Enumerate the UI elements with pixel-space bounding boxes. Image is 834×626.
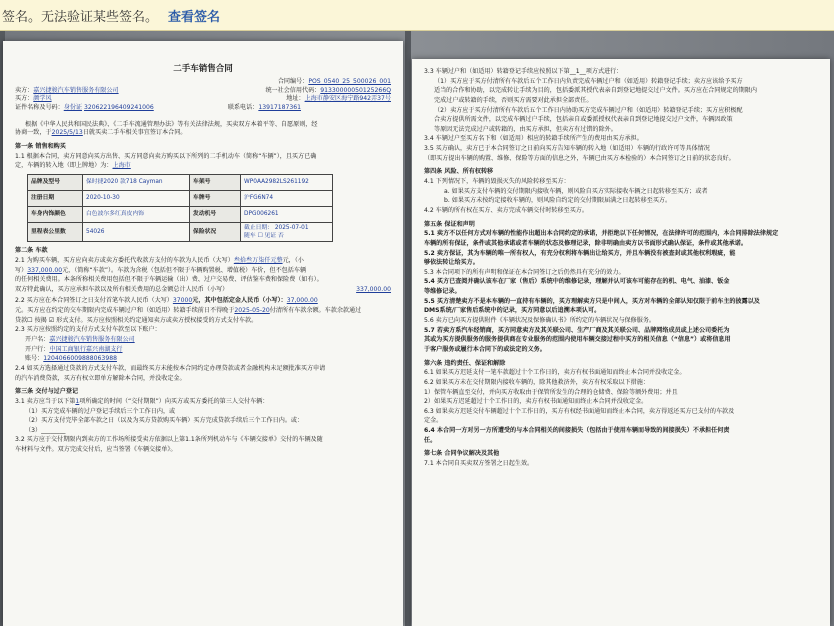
section-3-title: 第三条 交付与过户登记	[15, 388, 79, 396]
odometer-km: 54026	[83, 222, 190, 241]
contract-page-2: 3.3 车辆过户和（如适用）转籍登记手续应按照以下第__1__项方式进行： （1）买方应于买方付清所有车款后五个工作日内负责完成车辆过户和（如适用）转籍登记手续；卖方应该给予买方 适当的合作和协助，以完成转让手续为目的，包括委派其授代表亲自到登记地提交过户文件。买方应在合同规定的期限内 完成过户或转籍的手续，否则买方需要对此承担全部责任。 （2）卖方应于买方付清所有车款后五个工作日内协助买方完成车辆过户和（如适用）转籍登记手续；买方应积极配 合卖方提供所需文件，以完成车辆过户手续，包括亲自或委派授权代表亲自到登记地提交过户文件，车辆因政策 等原因无法完成过户或转籍的，由买方承担，但卖方有过错的除外。 3.4 车辆过户至买方名下和（如适用）相应的转籍手续所产生的费用由买方承担。 3.5 买方确认，卖方已于本合同签订之日前向买方告知车辆的转入地（如适用）车辆的行政许可等具体情况 （即买方提出车辆的购置、维修、保险等方面的信息之外，车辆已由买方本检验的）本合同签订之日前的状态良好。 第四条 风险、所有权转移 4.1 下列情况下，车辆的毁损灭失的风险转移至买方： a. 如果买方支付车辆的交付期限内接收车辆，则风险自买方实际接收车辆之日起转移至买方；或者 b. 如果买方未按约定接收车辆的，则风险自约定的交付期限届满之日起转移至买方。 4.2 车辆的所有权在买方、卖方完成车辆交付时转移至买方。 第五条 保证和声明 5.1 卖方不以任何方式对车辆的性能作出超出本合同约定的承诺，并拒绝以下任何情况，在法律许可的范围内，本合同排除法律规定 车辆的所有保证，条件或其他承诺或者车辆的状态及修理记录，除非明确由卖方以书面形式确认保证，条件或其他承诺。 5.2 卖方保证，其为车辆的唯一所有权人，有充分权利将车辆出让给买方，并且车辆没有被查封或其他权利瑕疵，能 够依法转让给买方。 5.3 本合同项下的所有声明和保证在本合同签订之后仍然具有充分的效力。 5.4 买方已查阅并确认该车在厂家（售后）系统中的维修记录，理解并认可该车可能存在的机、电气、油漆、钣金 等维修记录。 5.5 买方清楚卖方不是本车辆的一直持有车辆的，买方理解卖方只是中间人，买方对车辆的全部认知仅限于前车主的披露以及 DMS系统/厂家售后系统中的记录，买方同意以后追溯本项认可。 5.6 卖方已向买方提供附件《车辆状况及保修确认书》所约定的车辆状况与保修服务。 5.7 若卖方系汽车经销商，买方同意卖方及其关联公司、生产厂商及其关联公司、品牌网络成员或上述公司委托为 其或为买方提供服务的服务提供商在专业服务的范围内使用车辆交接过程中买方的相关信息（“信息”）或将信息用 于客户服务或履行本合同下的或法定的义务。 第六条 违约责任、保证和解除 6.1 如果买方迟延支付一笔车款超过十个工作日的，卖方有权书面通知而终止本合同并没收定金。 6.2 如果买方未在交付期限内接收车辆的，除其他救济外，卖方有权采取以下措施： 1）保管车辆直至交付，并向买方收取由于保管所发生的合理的仓储费、保险等额外费用；并且 2）如果买方迟延超过十个工作日的，卖方有权书面通知而终止本合同并没收定金。 6.3 如果卖方迟延交付车辆超过十个工作日的，买方有权经书面通知而终止本合同，卖方得返还买方已支付的车款及 定金。 6.4 本合同一方对另一方所遭受的与本合同相关的间接损失（包括由于使用车辆而导致的间接损失）不承担任何责 任。 第七条 合同争议解决及其他 7.1 本合同自买卖双方签署之日起生效。	[412, 59, 830, 626]
contract-page-1: 二手车销售合同 合同编号： POS_0540_25_500026_001 卖方：嘉兴捷骏汽车销售服务有限公司 统一社会信用代码：91330000050125266Q 买方：颜学风 地址：上海市静安区海宁路942弄37号 证件名称及号码：身份证 320622196409241006 联系电话：13917187361 根据《中华人民共和国民法典》、《二手车流通管理办法》等有关法律法规，买卖双方本着平等、自愿原则，经 协商一致，于2025/5/13日就买卖二手车相关事宜签订本合同。 第一条 销售和购买 1.1 根据本合同，卖方同意向买方出售、买方同意向卖方购买以下所列的二手机动车（简称“车辆”），且买方已确 定，车辆的转入地（即上牌地）为：上海市 品牌及型号 保时捷2020 款718 Cayman 车架号 WP0AA2982LS261192 注册日期 2020-10-30 车牌号 沪FG6N74 车身内饰颜色 白色波尔多红真皮内饰 发动机号 DPG006261 里程表公里数 54026 保险状况 截止日期： 2025-07-01 随车 ☐ 见证 否 第二条 车款 2.1 为购买车辆，买方应向卖方或卖方委托代收款方支付的车款为人民币（大写）叁拾叁万柒仟元整元，（小 写）337,000.00元，（简称“车款”）。车款为含税（包括但不限于车辆购置税、增值税）车价，但不包括车辆 的任何相关费用。本条所称相关费用包括但不限于车辆运输（出）费、过户交易费、评估鉴车费和保险费（如有）。 双方特此确认，买方应承担车款以及所有相关费用的总金额总计人民币（小写） 337,000.00 2.2 买方应在本合同签订之日支付首笔车款人民币（大写）37000元，其中包括定金人民币（小写）：37,000.00 元。买方应在约定的交车期限内完成车辆过户和（如适用）转籍手续前日不得晚于2025-05-20付清所有车款余额。车款余款通过 贷款☐ 按揭 ☑ 形式支付。买方应按照相关约定通知卖方或卖方授权接受的方式支付车款。 2.3 买方应按照约定的支付方式支付车款至以下账户： 开户名：嘉兴捷骏汽车销售服务有限公司 开户行：中国工商银行嘉兴南湖支行 账号：1204066009888063988 2.4 如买方选择通过贷款的方式支付车款，而最终买方未能按本合同约定办理贷款或者金融机构未足额批准买方申请 的汽车消费贷款，买方有权立即单方解除本合同，并没收定金。 第三条 交付与过户登记 3.1 卖方应当于以下第1项所确定的时间（“交付期限”）向买方或买方委托的第三人交付车辆： （1）买方完成车辆的过户登记手续后三个工作日内，或 （2）买方支付完毕全部车款之日（以及为买方贷款购买车辆）买方完成贷款手续后三个工作日内。或： （3）________ 3.2 买方应于交付期限内到卖方的工作场所接受卖方依据以上第1.1条所列机动车与《车辆交接单》交付的车辆及随 车材料与文件。双方完成交付后，应当签署《车辆交接单》。	[3, 41, 403, 626]
engine-number: DPG006261	[241, 206, 333, 222]
vehicle-color: 白色波尔多红真皮内饰	[83, 206, 190, 222]
bank-name: 中国工商银行嘉兴南湖支行	[49, 345, 123, 353]
signature-warning-bar	[0, 0, 834, 31]
price-uppercase: 叁拾叁万柒仟元整	[233, 256, 283, 264]
buyer-row: 买方：颜学风 地址：上海市静安区海宁路942弄37号	[15, 95, 391, 103]
vehicle-info-table: 品牌及型号 保时捷2020 款718 Cayman 车架号 WP0AA2982LS261192 注册日期 2020-10-30 车牌号 沪FG6N74 车身内饰颜色 白色波尔多红真皮内饰 发动机号 DPG006261 里程表公里数 54026 保险状况 截止日期： 2025-07-01 随车 ☐ 见证 否	[27, 174, 333, 242]
contract-title: 二手车销售合同	[173, 64, 233, 74]
buyer-address: 上海市静安区海宁路942弄37号	[304, 95, 391, 103]
contract-number: POS_0540_25_500026_001	[308, 78, 391, 86]
buyer-phone: 13917187361	[258, 103, 301, 111]
document-viewer[interactable]	[0, 31, 834, 626]
section-4-title: 第四条 风险、所有权转移	[424, 168, 494, 176]
first-payment: 37000	[172, 297, 193, 305]
section-2-title: 第二条 车款	[15, 247, 48, 255]
vehicle-model: 保时捷2020 款718 Cayman	[83, 174, 190, 190]
credit-code: 91330000050125266Q	[320, 86, 391, 94]
price-total: 337,000.00	[356, 285, 391, 293]
license-plate: 沪FG6N74	[241, 190, 333, 206]
contract-number-row: 合同编号： POS_0540_25_500026_001	[277, 78, 391, 86]
section-1-title: 第一条 销售和购买	[15, 142, 66, 150]
buyer-name: 颜学风	[33, 95, 52, 103]
registration-date: 2020-10-30	[83, 190, 190, 206]
seller-name: 嘉兴捷骏汽车销售服务有限公司	[33, 86, 119, 94]
section-5-title: 第五条 保证和声明	[424, 220, 475, 228]
vehicle-vin: WP0AA2982LS261192	[241, 174, 333, 190]
account-number: 1204066009888063988	[43, 355, 117, 363]
seller-row: 卖方：嘉兴捷骏汽车销售服务有限公司 统一社会信用代码：91330000050125266Q	[15, 86, 391, 94]
registration-city: 上海市	[112, 162, 131, 170]
section-7-title: 第七条 合同争议解决及其他	[424, 450, 500, 458]
intro-paragraph: 根据《中华人民共和国民法典》、《二手车流通管理办法》等有关法律法规，买卖双方本着平等、自愿原则，经 协商一致，于2025/5/13日就买卖二手车相关事宜签订本合同。	[15, 120, 318, 137]
account-name: 嘉兴捷骏汽车销售服务有限公司	[49, 336, 135, 344]
signature-warning-text: 签名。无法验证某些签名。	[2, 9, 159, 25]
buyer-id-number: 320622196409241006	[83, 103, 154, 111]
buyer-id-row: 证件名称及号码：身份证 320622196409241006 联系电话：13917187361	[15, 103, 301, 111]
balance-due-date: 2025-05-20	[234, 307, 270, 315]
insurance-status: 截止日期： 2025-07-01 随车 ☐ 见证 否	[241, 222, 333, 241]
page-gap	[405, 31, 411, 626]
view-signatures-link[interactable]: 查看签名	[168, 9, 221, 25]
signing-date: 2025/5/13	[51, 129, 83, 137]
section-6-title: 第六条 违约责任、保证和解除	[424, 359, 506, 367]
price-lowercase: 337,000.00	[27, 266, 63, 274]
deposit-amount: 37,000.00	[286, 297, 318, 305]
